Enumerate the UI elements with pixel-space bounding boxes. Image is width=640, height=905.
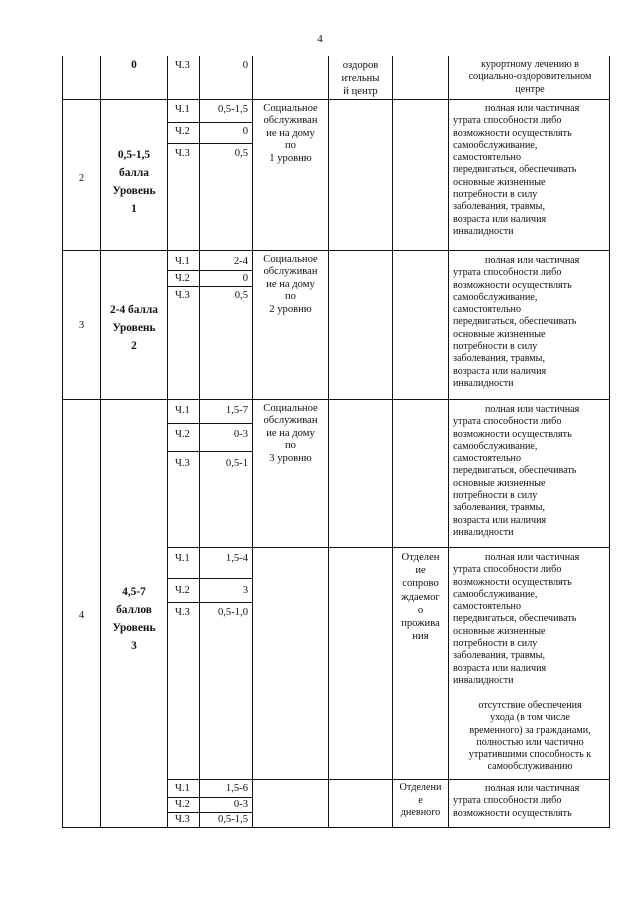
form-cell: Отделен ие сопрово ждаемог о прожива ния [401,552,440,643]
score-value: 0-3 [233,799,248,810]
score-value: 0,5 [234,148,248,159]
row-number: 3 [78,320,85,331]
row-number: 2 [78,173,85,184]
part-label: Ч.2 [175,126,190,137]
rule-part [167,286,253,287]
score-value: 3 [242,585,248,596]
service-cell: Социальное обслуживан ие на дому по 3 уровню [263,403,318,464]
part-label: Ч.3 [175,148,190,159]
score-value: 0-3 [233,429,248,440]
score-value: 0,5-1 [225,458,248,469]
table-border-left [62,56,63,828]
rule-col-part [167,56,168,828]
rule-part [167,797,253,798]
part-label: Ч.3 [175,607,190,618]
score-value: 0 [242,273,248,284]
level-cell: 0 [131,59,137,71]
description-cell-extra: отсутствие обеспечения ухода (в том числе временного) за гражданами, полностью или частично утратившими способность к самообслуживанию [468,700,592,773]
rule-part [167,812,253,813]
score-value: 0,5-1,0 [217,607,248,618]
level-cell: 2-4 балла Уровень 2 [110,304,158,352]
rule-part [167,423,253,424]
level-cell: 4,5-7 баллов Уровень 3 [112,586,156,652]
score-value: 0,5-1,5 [217,814,248,825]
level-cell: 0,5-1,5 балла Уровень 1 [112,149,156,215]
score-value: 0,5-1,5 [217,104,248,115]
part-label: Ч.1 [175,104,190,115]
part-label: Ч.1 [175,405,190,416]
rule-row-2-top [62,99,610,100]
rule-row-4-top [62,399,610,400]
rule-part [167,451,253,452]
description-cell: полная или частичная утрата способности либо возможности осуществлять самообслуживание, самостоятельно передвигаться, обеспечивать основные жизненные потребности в силу заболевания, травмы, возраста или наличия инвалидности [453,552,580,686]
score-value: 0 [242,60,248,71]
rule-col-extra [328,56,329,828]
score-value: 0,5 [234,290,248,301]
part-label: Ч.1 [175,783,190,794]
part-label: Ч.3 [175,60,190,71]
part-label: Ч.3 [175,458,190,469]
rule-part [167,578,253,579]
part-label: Ч.2 [175,429,190,440]
service-cell: Социальное обслуживан ие на дому по 1 уровню [263,103,318,164]
score-value: 2-4 [233,256,248,267]
score-value: 1,5-4 [225,553,248,564]
rule-subrow [167,779,610,780]
part-label: Ч.1 [175,256,190,267]
rule-col-score [199,56,200,828]
form-cell: оздоров ительны й центр [341,60,380,97]
score-value: 0 [242,126,248,137]
form-cell: Отделени е дневного [399,782,442,819]
description-cell: полная или частичная утрата способности либо возможности осуществлять самообслуживание, самостоятельно передвигаться, обеспечивать основные жизненные потребности в силу заболевания, травмы, возраста или наличия инвалидности [453,103,580,237]
part-label: Ч.1 [175,553,190,564]
rule-part [167,143,253,144]
rule-part [167,122,253,123]
rule-part [167,270,253,271]
description-cell: полная или частичная утрата способности либо возможности осуществлять [453,783,580,819]
part-label: Ч.2 [175,799,190,810]
description-cell: полная или частичная утрата способности либо возможности осуществлять самообслуживание, самостоятельно передвигаться, обеспечивать основные жизненные потребности в силу заболевания, травмы, возраста или наличия инвалидности [453,404,580,538]
rule-col-form [392,56,393,828]
part-label: Ч.3 [175,814,190,825]
rule-subrow [167,547,610,548]
table-border-right [609,56,610,828]
rule-row-3-top [62,250,610,251]
score-value: 1,5-7 [225,405,248,416]
part-label: Ч.3 [175,290,190,301]
page-number: 4 [317,33,323,45]
rule-part [167,602,253,603]
rule-col-desc [448,56,449,828]
description-cell: полная или частичная утрата способности либо возможности осуществлять самообслуживание, самостоятельно передвигаться, обеспечивать основные жизненные потребности в силу заболевания, травмы, возраста или наличия инвалидности [453,255,580,389]
service-cell: Социальное обслуживан ие на дому по 2 уровню [263,254,318,315]
part-label: Ч.2 [175,585,190,596]
description-cell: курортному лечению в социально-оздоровительном центре [468,59,592,95]
table-border-bottom [62,827,610,828]
score-value: 1,5-6 [225,783,248,794]
row-number: 4 [78,610,85,621]
part-label: Ч.2 [175,273,190,284]
